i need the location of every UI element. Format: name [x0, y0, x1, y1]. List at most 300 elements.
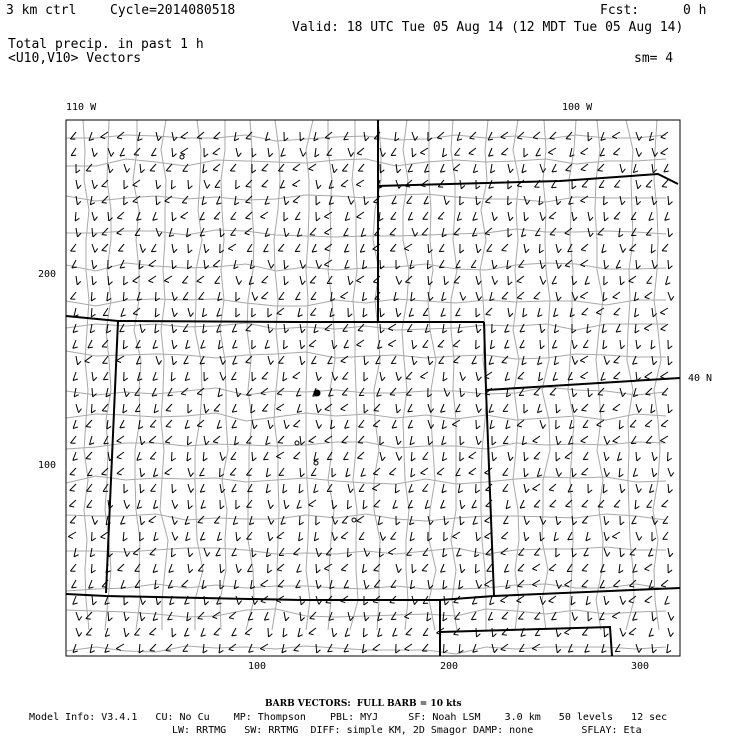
wind-barb: [219, 644, 224, 653]
wind-barb: [150, 548, 159, 557]
wind-barb: [236, 292, 240, 301]
wind-barb: [71, 244, 80, 254]
wind-barb: [231, 372, 239, 382]
wind-barb: [92, 228, 97, 237]
wind-barb: [183, 644, 191, 654]
wind-barb: [137, 500, 144, 510]
wind-barb: [391, 580, 399, 590]
wind-barb: [117, 468, 127, 477]
wind-barb: [108, 163, 114, 173]
wind-barb: [171, 372, 176, 381]
wind-barb: [268, 147, 273, 156]
wind-barb: [441, 308, 448, 318]
wind-barb: [165, 468, 175, 477]
wind-barb: [587, 324, 592, 333]
wind-barb: [188, 436, 192, 445]
wind-barb: [646, 388, 655, 397]
lon-label-110w: 110 W: [66, 102, 97, 113]
wind-barb: [217, 532, 223, 542]
wind-barb: [572, 211, 577, 221]
wind-barb: [460, 499, 466, 509]
wind-barb: [652, 515, 658, 525]
wind-barb: [103, 356, 112, 366]
wind-barb: [234, 580, 240, 590]
wind-barb: [443, 644, 448, 653]
wind-barb: [300, 468, 305, 477]
wind-barb: [603, 292, 608, 301]
wind-barb: [517, 276, 527, 285]
wind-barb: [380, 531, 386, 541]
wind-barb: [389, 468, 398, 477]
county-line: [653, 120, 661, 630]
county-line: [83, 120, 89, 630]
wind-barb: [88, 340, 96, 350]
wind-barb: [408, 500, 416, 510]
wind-barb: [246, 468, 255, 478]
wind-barb: [549, 484, 558, 493]
wind-barb: [636, 179, 642, 189]
wind-barb: [601, 132, 608, 142]
wind-barb: [661, 420, 670, 429]
wind-barb: [249, 644, 256, 654]
wind-barb: [585, 276, 592, 286]
wind-barb: [471, 260, 479, 270]
wind-barb: [588, 388, 593, 397]
wind-barb: [538, 356, 544, 366]
smoothing-label: sm= 4: [634, 51, 674, 66]
wind-barb: [92, 259, 97, 269]
wind-barb: [344, 244, 351, 254]
wind-barb: [535, 228, 543, 238]
wind-barb: [342, 436, 351, 445]
county-line: [428, 120, 436, 630]
wind-barb: [283, 628, 288, 637]
wind-barb: [378, 516, 384, 526]
wind-barb: [550, 388, 559, 397]
wind-barb: [213, 148, 223, 157]
wind-barb: [311, 292, 319, 302]
wind-barb: [476, 628, 480, 637]
wind-barb: [635, 324, 640, 333]
wind-barb: [262, 180, 271, 189]
wind-barb: [124, 180, 128, 189]
wind-barb: [232, 484, 240, 494]
wind-barb: [391, 148, 399, 158]
wind-barb: [214, 516, 223, 526]
wind-barb: [181, 212, 191, 220]
wind-barb: [172, 339, 178, 349]
wind-barb: [331, 420, 336, 430]
wind-barb: [570, 420, 576, 430]
wind-barb: [138, 372, 144, 382]
wind-barb: [391, 612, 399, 622]
wind-barb: [476, 484, 480, 493]
wind-barb: [540, 419, 547, 429]
wind-barb: [86, 420, 95, 429]
wind-barb: [614, 500, 623, 509]
wind-barb: [411, 468, 416, 477]
wind-barb: [438, 212, 447, 221]
wind-barb: [181, 388, 190, 397]
wind-barb: [501, 148, 510, 157]
wind-barb: [580, 260, 590, 268]
wind-barb: [171, 180, 176, 189]
wind-barb: [295, 244, 303, 254]
wind-barb: [552, 164, 560, 174]
wind-barb: [636, 147, 643, 157]
wind-barb: [380, 308, 385, 317]
wind-barb: [633, 468, 640, 478]
wind-barb: [268, 419, 274, 429]
wind-barb: [410, 436, 416, 446]
wind-barb: [124, 627, 130, 637]
wind-barb: [648, 548, 655, 558]
wind-barb: [549, 596, 559, 604]
wind-barb: [124, 196, 128, 205]
wind-barb: [284, 195, 289, 205]
wind-barb: [123, 340, 128, 349]
wind-barb: [90, 324, 96, 334]
wind-barb: [567, 564, 575, 574]
wind-barb: [76, 627, 83, 637]
wind-barb: [293, 420, 302, 429]
wind-barb: [72, 260, 80, 270]
wind-barb: [489, 180, 496, 190]
wind-barb: [396, 307, 402, 317]
wind-barb: [356, 276, 366, 284]
wind-barb: [231, 212, 240, 222]
wind-barb: [457, 132, 464, 142]
wind-barb: [324, 260, 334, 268]
wind-barb: [341, 404, 351, 412]
wind-barb: [428, 532, 432, 541]
wind-barb: [405, 644, 415, 652]
wind-barb: [667, 644, 672, 653]
wind-barb: [73, 324, 80, 334]
wind-barb: [540, 163, 547, 173]
county-line: [513, 120, 519, 630]
wind-barb: [443, 580, 448, 589]
wind-barb: [442, 436, 448, 446]
y-tick-100: 100: [38, 460, 57, 471]
wind-barb: [89, 580, 96, 590]
wind-barb: [636, 483, 642, 493]
wind-barb: [489, 356, 496, 366]
wind-barb: [172, 355, 177, 364]
wind-barb: [284, 212, 288, 221]
wind-barb: [268, 531, 274, 541]
wind-barb: [396, 516, 400, 525]
wind-barb: [363, 628, 368, 637]
wind-barb: [554, 356, 560, 366]
wind-barb: [358, 436, 367, 445]
wind-barb: [266, 436, 272, 446]
county-line: [66, 646, 666, 654]
wind-barb: [442, 228, 448, 238]
wind-barb: [325, 404, 335, 413]
wind-barb: [668, 404, 673, 413]
wind-barb: [166, 164, 175, 173]
city-dot-2: [295, 441, 299, 445]
wind-barb: [396, 451, 403, 461]
wind-barb: [490, 340, 496, 350]
wind-barb: [120, 148, 128, 158]
wind-barb: [473, 212, 480, 222]
wind-barb: [357, 516, 367, 524]
wind-barb: [582, 500, 591, 509]
wind-barb: [556, 643, 561, 652]
wind-barb: [441, 564, 448, 574]
wind-barb: [583, 420, 591, 430]
border-wy-co: [66, 316, 484, 322]
wind-barb: [124, 484, 128, 493]
wind-barb: [315, 148, 320, 157]
wind-barb: [297, 404, 304, 414]
wind-barb: [507, 260, 512, 269]
wind-barb: [503, 468, 512, 478]
wind-barb: [452, 532, 462, 540]
wind-barb: [488, 148, 495, 158]
wind-barb: [663, 532, 672, 542]
wind-barb: [344, 340, 352, 350]
wind-barb: [604, 435, 611, 445]
wind-barb: [645, 596, 655, 605]
wind-barb: [570, 308, 576, 318]
wind-barb: [572, 339, 578, 349]
wind-barb: [200, 228, 208, 238]
wind-barb: [534, 452, 543, 461]
wind-barb: [341, 180, 351, 189]
wind-barb: [633, 564, 640, 574]
wind-barb: [216, 548, 224, 558]
wind-barb: [76, 611, 83, 621]
wind-barb: [233, 340, 240, 350]
wind-barb: [505, 340, 512, 350]
wind-barb: [249, 276, 256, 286]
wind-barb: [476, 579, 483, 589]
x-tick-200: 200: [440, 661, 459, 672]
wind-barb: [348, 147, 355, 157]
wind-barb: [264, 244, 272, 254]
wind-barb: [396, 563, 402, 573]
wind-barb: [411, 452, 416, 461]
county-line: [66, 351, 666, 359]
wind-barb: [409, 308, 416, 318]
wind-barb: [118, 564, 127, 573]
wind-barb: [262, 372, 271, 381]
wind-barb: [568, 532, 576, 542]
wind-barb: [300, 612, 305, 621]
wind-barb: [566, 132, 575, 141]
wind-barb: [380, 371, 386, 381]
wind-barb: [444, 516, 449, 525]
wind-barb: [423, 484, 432, 494]
wind-barb: [204, 435, 210, 445]
wind-barb: [172, 212, 177, 221]
wind-barb: [636, 195, 641, 204]
wind-barb: [362, 564, 368, 574]
wind-barb: [105, 628, 112, 638]
wind-barb: [230, 468, 239, 477]
wind-barb: [342, 164, 351, 173]
wind-barb: [92, 179, 98, 189]
wind-barb: [297, 564, 304, 574]
wind-barb: [268, 308, 272, 317]
wind-barb: [284, 132, 288, 141]
wind-barb: [506, 420, 512, 430]
wind-barb: [316, 564, 321, 573]
wind-barb: [262, 404, 271, 414]
wind-barb: [172, 148, 177, 157]
wind-barb: [407, 324, 415, 334]
wind-barb: [344, 452, 352, 462]
wind-barb: [268, 499, 274, 509]
wind-barb: [388, 548, 398, 556]
wind-barb: [651, 404, 656, 413]
wind-barb: [492, 452, 497, 461]
wind-barb: [236, 275, 243, 285]
wind-barb: [92, 211, 98, 221]
wind-barb: [444, 532, 448, 541]
wind-barb: [120, 420, 128, 430]
wind-barb: [140, 484, 145, 493]
wind-barb: [277, 564, 286, 573]
wind-barb: [460, 371, 466, 381]
wind-barb: [613, 580, 622, 589]
wind-barbs: [68, 131, 675, 654]
wind-barb: [476, 531, 481, 540]
wind-barb: [124, 276, 128, 285]
field-title-vectors: <U10,V10> Vectors: [8, 51, 142, 66]
wind-barb: [583, 452, 591, 462]
wind-barb: [663, 516, 671, 526]
wind-barb: [502, 612, 511, 621]
wind-barb: [571, 596, 576, 605]
wind-barb: [70, 132, 79, 142]
wind-barb: [584, 548, 592, 558]
wind-barb: [117, 212, 126, 221]
wind-barb: [92, 147, 98, 157]
wind-barb: [556, 515, 561, 525]
wind-barb: [406, 372, 415, 381]
wind-barb: [73, 340, 80, 350]
wind-barb: [392, 196, 400, 206]
wind-barb: [651, 244, 656, 253]
wind-barb: [517, 292, 526, 301]
wind-barb: [636, 131, 643, 141]
wind-barb: [604, 531, 610, 541]
wind-barb: [602, 644, 608, 654]
wind-barb: [612, 132, 622, 140]
wind-barb: [357, 212, 367, 220]
wind-barb: [604, 259, 609, 268]
wind-barb: [374, 500, 383, 509]
wind-barb: [649, 484, 655, 494]
wind-barb: [552, 340, 559, 350]
wind-barb: [316, 547, 322, 557]
wind-barb: [438, 340, 447, 349]
wind-barb: [172, 499, 179, 509]
wind-barb: [150, 452, 159, 461]
wind-barb: [92, 276, 97, 285]
wind-barb: [296, 580, 304, 590]
wind-barb: [553, 372, 560, 382]
wind-barb: [538, 308, 544, 318]
wind-barb: [364, 372, 368, 381]
wind-barb: [298, 308, 304, 318]
wind-barb: [524, 148, 528, 157]
wind-barb: [668, 564, 672, 573]
wind-barb: [644, 324, 654, 332]
wind-barb: [341, 532, 351, 541]
wind-barb: [373, 644, 383, 653]
wind-barb: [92, 371, 97, 380]
wind-barb: [476, 371, 482, 381]
wind-barb: [292, 180, 302, 188]
wind-barb: [172, 531, 179, 541]
wind-barb: [630, 420, 639, 429]
wind-barb: [108, 612, 113, 621]
wind-barb: [460, 436, 464, 445]
wind-barb: [234, 132, 240, 142]
wind-barb: [613, 148, 622, 157]
wind-barb: [620, 195, 626, 205]
wind-barb: [533, 132, 543, 141]
wind-barb: [396, 179, 403, 189]
wind-barb: [550, 132, 559, 141]
wind-barb: [182, 196, 191, 205]
wind-barb: [603, 484, 608, 493]
wind-barb: [518, 564, 527, 573]
wind-barb: [70, 516, 79, 525]
wind-barb: [204, 372, 208, 381]
wind-barb: [472, 356, 480, 366]
wind-barb: [343, 324, 352, 334]
wind-barb: [532, 564, 542, 572]
wind-barb: [118, 244, 127, 254]
wind-barb: [620, 483, 625, 493]
wind-barb: [665, 212, 672, 222]
wind-barb: [645, 564, 655, 572]
wind-barb: [617, 452, 623, 462]
wind-barb: [572, 355, 579, 365]
wind-barb: [92, 243, 99, 253]
wind-barb: [393, 500, 400, 510]
wind-barb: [281, 148, 288, 158]
wind-barb: [661, 132, 671, 141]
county-line: [195, 120, 203, 630]
wind-barb: [453, 340, 462, 349]
field-title-precip: Total precip. in past 1 h: [8, 37, 204, 52]
wind-barb: [107, 420, 112, 429]
wind-barb: [556, 404, 561, 413]
wind-barb: [620, 339, 625, 348]
wind-barb: [572, 403, 578, 413]
wind-barb: [76, 355, 82, 365]
wind-barb: [280, 180, 287, 190]
county-line: [66, 476, 666, 484]
wind-barb: [631, 436, 639, 446]
wind-barb: [506, 580, 512, 590]
wind-barb: [476, 180, 480, 189]
wind-barb: [393, 628, 400, 638]
wind-barb: [182, 276, 191, 285]
wind-barb: [552, 276, 560, 286]
wind-barb: [506, 500, 512, 510]
wind-barb: [582, 308, 591, 317]
wind-barb: [442, 292, 448, 302]
wind-barb: [620, 627, 627, 637]
